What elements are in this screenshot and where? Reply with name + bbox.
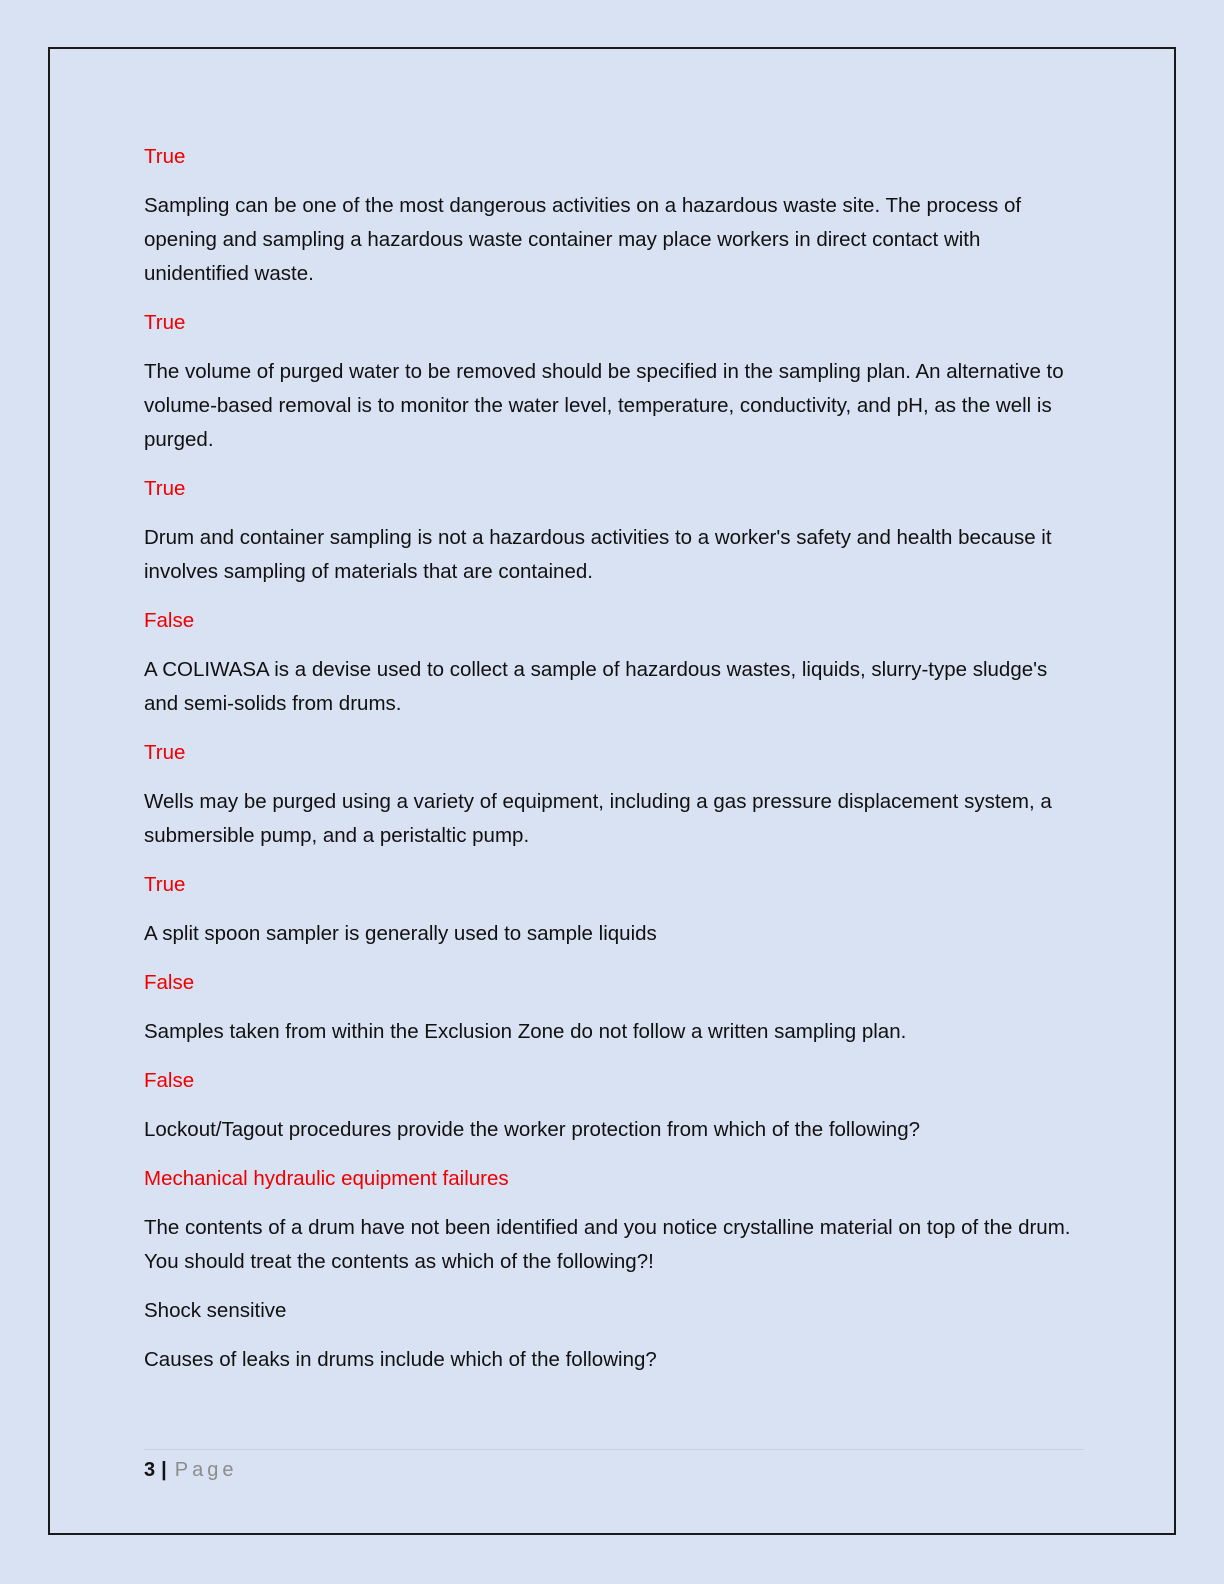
question-text: Lockout/Tagout procedures provide the worker protection from which of the following?: [144, 1118, 921, 1141]
question-text: The contents of a drum have not been identified and you notice crystalline material on top of the drum. You should treat the contents as which of the following?!: [144, 1216, 1071, 1273]
page-label: Page: [174, 1459, 238, 1481]
answer-text: True: [144, 873, 186, 896]
page-number: 3: [144, 1459, 156, 1481]
question-text: Causes of leaks in drums include which of the following?: [144, 1348, 657, 1371]
question-text: Sampling can be one of the most dangerous activities on a hazardous waste site. The process of opening and sampling a hazardous waste container may place workers in direct contact with unidentified waste.: [144, 194, 1022, 285]
document-body: [144, 140, 1084, 1392]
question-text: A split spoon sampler is generally used to sample liquids: [144, 922, 657, 945]
footer-separator: |: [161, 1459, 167, 1481]
question-text: Samples taken from within the Exclusion Zone do not follow a written sampling plan.: [144, 1020, 907, 1043]
question-text: The volume of purged water to be removed should be specified in the sampling plan. An alternative to volume-based removal is to monitor the water level, temperature, conductivity, and pH, as the well is purged.: [144, 360, 1064, 451]
question-text: Shock sensitive: [144, 1299, 287, 1322]
question-text: A COLIWASA is a devise used to collect a sample of hazardous wastes, liquids, slurry-type sludge's and semi-solids from drums.: [144, 658, 1048, 715]
answer-text: True: [144, 477, 186, 500]
question-text: Wells may be purged using a variety of equipment, including a gas pressure displacement system, a submersible pump, and a peristaltic pump.: [144, 790, 1052, 847]
answer-text: True: [144, 741, 186, 764]
footer-divider: [144, 1449, 1084, 1450]
answer-text: True: [144, 311, 186, 334]
answer-text: True: [144, 145, 186, 168]
answer-text: Mechanical hydraulic equipment failures: [144, 1167, 509, 1190]
question-text: Drum and container sampling is not a hazardous activities to a worker's safety and health because it involves sampling of materials that are contained.: [144, 526, 1052, 583]
answer-text: False: [144, 1069, 195, 1092]
page-footer: [144, 1455, 237, 1485]
answer-text: False: [144, 609, 195, 632]
answer-text: False: [144, 971, 195, 994]
